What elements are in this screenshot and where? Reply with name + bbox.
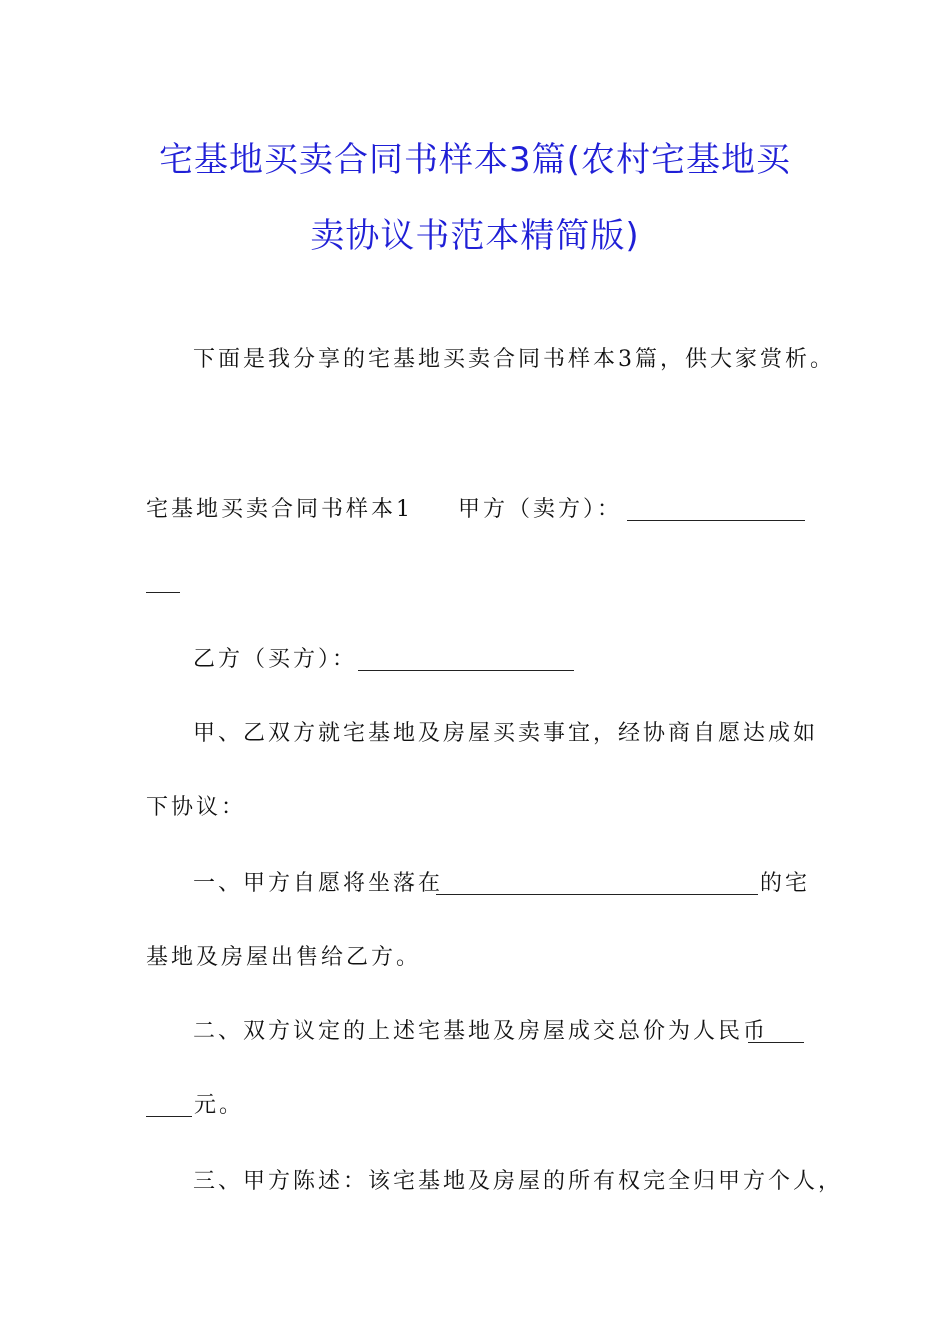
party-a-blank bbox=[627, 500, 805, 521]
document-title-line-1: 宅基地买卖合同书样本3篇(农村宅基地买 bbox=[159, 140, 791, 180]
party-a-label: 甲方（卖方）： bbox=[458, 497, 623, 522]
clause-1-location-blank bbox=[436, 874, 758, 895]
party-b-label: 乙方（买方）： bbox=[193, 647, 358, 672]
intro-paragraph: 下面是我分享的宅基地买卖合同书样本3篇，供大家赏析。 bbox=[193, 347, 835, 372]
document-title-line-2: 卖协议书范本精简版) bbox=[310, 216, 640, 256]
clause-1-prefix: 一、甲方自愿将坐落在 bbox=[193, 871, 444, 896]
clause-2-price-blank-continued bbox=[146, 1096, 192, 1117]
clause-2-prefix: 二、双方议定的上述宅基地及房屋成交总价为人民币 bbox=[193, 1019, 769, 1044]
clause-1-suffix: 的宅 bbox=[760, 871, 811, 896]
preamble-line-1: 甲、乙双方就宅基地及房屋买卖事宜，经协商自愿达成如 bbox=[193, 721, 819, 746]
party-a-blank-continued bbox=[146, 572, 180, 593]
sample1-heading: 宅基地买卖合同书样本1 bbox=[146, 497, 413, 522]
clause-3: 三、甲方陈述：该宅基地及房屋的所有权完全归甲方个人， bbox=[193, 1169, 844, 1194]
clause-1-continuation: 基地及房屋出售给乙方。 bbox=[146, 945, 422, 970]
party-b-blank bbox=[358, 650, 574, 671]
clause-2-price-blank bbox=[748, 1022, 804, 1043]
preamble-line-2: 下协议： bbox=[146, 795, 247, 820]
clause-2-suffix: 元。 bbox=[194, 1093, 245, 1118]
